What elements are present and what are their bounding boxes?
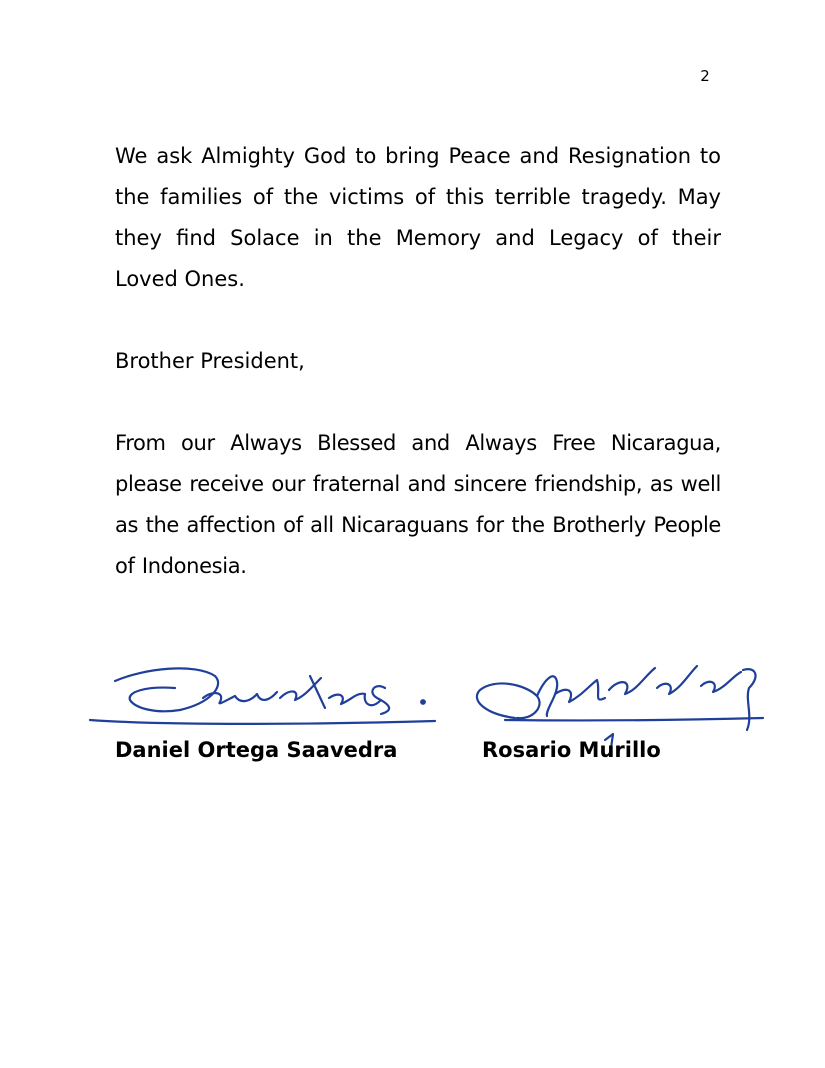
page-number: 2 (700, 67, 710, 85)
signature-ortega (90, 668, 435, 723)
signature-murillo (477, 666, 763, 748)
signer-name-murillo: Rosario Murillo (482, 738, 661, 762)
signature-block (85, 648, 775, 778)
letter-paragraph-1: We ask Almighty God to bring Peace and Resignation to the families of the victims of this terrible tragedy. May they find Solace in the Memory and Legacy of their Loved Ones. (115, 144, 721, 291)
letter-paragraph-2: Brother President, (115, 349, 305, 373)
letter-paragraph-3: From our Always Blessed and Always Free Nicaragua, please receive our fraternal and sincere friendship, as well as the affection of all Nicaraguans for the Brotherly People of Indonesia. (115, 431, 721, 578)
signer-name-ortega: Daniel Ortega Saavedra (115, 738, 398, 762)
